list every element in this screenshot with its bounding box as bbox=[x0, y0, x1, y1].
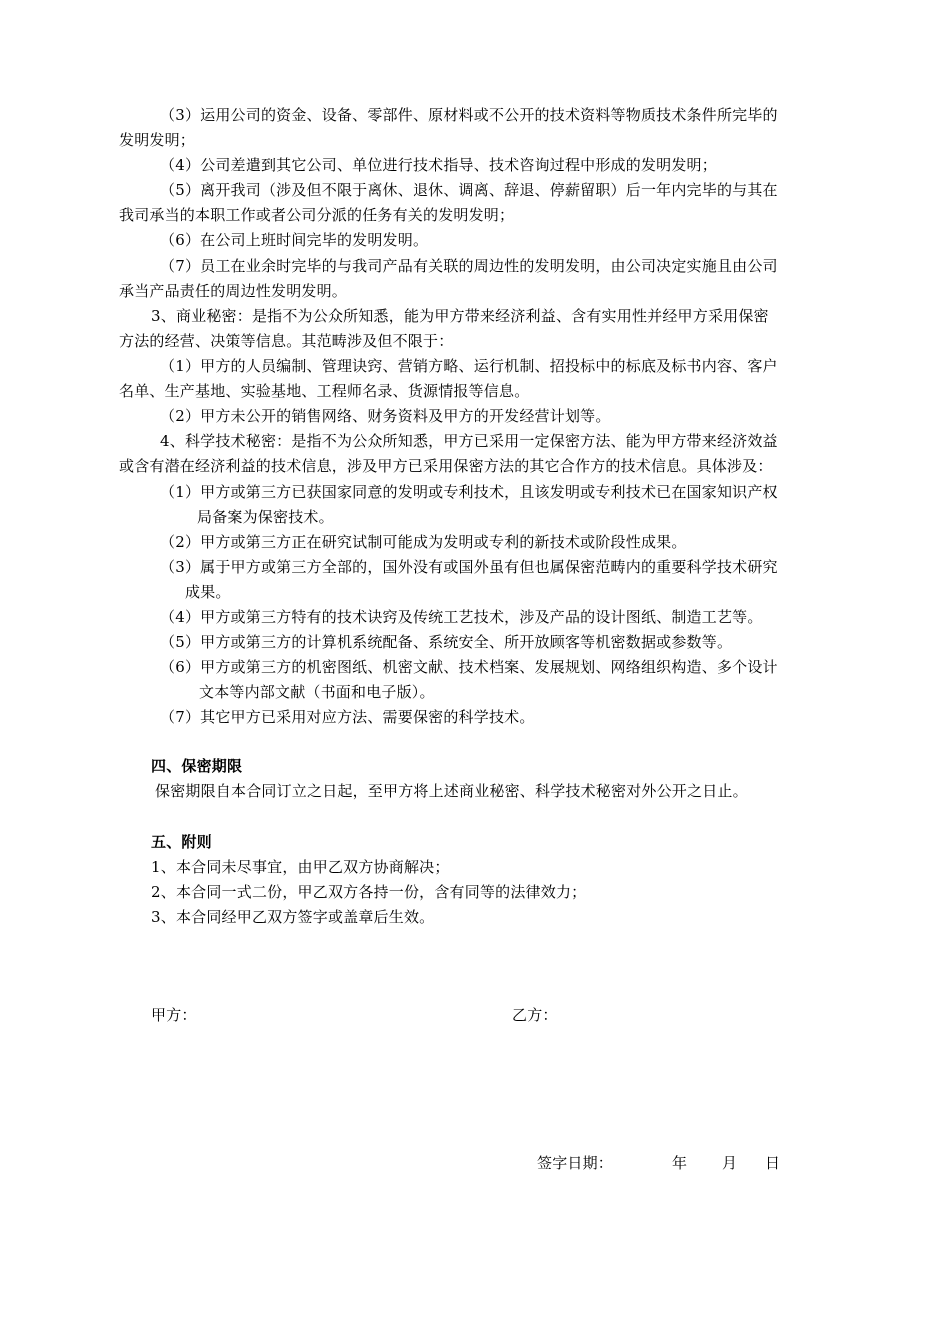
date-month-label: 月 bbox=[722, 1154, 738, 1172]
appendix-item-2: 2、本合同一式二份，甲乙双方各持一份，含有同等的法律效力； bbox=[151, 883, 587, 901]
section-4-body: 保密期限自本合同订立之日起，至甲方将上述商业秘密、科学技术秘密对外公开之日止。 bbox=[155, 782, 748, 800]
section-5-heading: 五、附则 bbox=[151, 833, 212, 851]
invention-item-7-line1: （7）员工在业余时完毕的与我司产品有关联的周边性的发明发明，由公司决定实施且由公司 bbox=[160, 257, 778, 275]
signing-date-label: 签字日期： bbox=[537, 1154, 614, 1172]
trade-secret-item-2: （2）甲方未公开的销售网络、财务资料及甲方的开发经营计划等。 bbox=[160, 407, 611, 425]
tech-secret-item-5: （5）甲方或第三方的计算机系统配备、系统安全、所开放顾客等机密数据或参数等。 bbox=[160, 633, 733, 651]
trade-secret-item-1-line1: （1）甲方的人员编制、管理诀窍、营销方略、运行机制、招投标中的标底及标书内容、客户 bbox=[160, 357, 778, 375]
date-year-label: 年 bbox=[672, 1154, 688, 1172]
trade-secret-definition-line1: 3、商业秘密：是指不为公众所知悉，能为甲方带来经济利益、含有实用性并经甲方采用保密 bbox=[151, 307, 769, 325]
invention-item-4: （4）公司差遣到其它公司、单位进行技术指导、技术咨询过程中形成的发明发明； bbox=[160, 156, 717, 174]
tech-secret-item-6-line2: 文本等内部文献（书面和电子版）。 bbox=[199, 683, 435, 701]
tech-secret-item-3-line1: （3）属于甲方或第三方全部的，国外没有或国外虽有但也属保密范畴内的重要科学技术研究 bbox=[160, 558, 778, 576]
appendix-item-1: 1、本合同未尽事宜，由甲乙双方协商解决； bbox=[151, 858, 450, 876]
trade-secret-item-1-line2: 名单、生产基地、实验基地、工程师名录、货源情报等信息。 bbox=[119, 382, 530, 400]
party-b-label: 乙方： bbox=[512, 1006, 558, 1024]
tech-secret-item-6-line1: （6）甲方或第三方的机密图纸、机密文献、技术档案、发展规划、网络组织构造、多个设计 bbox=[160, 658, 778, 676]
invention-item-5-line1: （5）离开我司（涉及但不限于离休、退休、调离、辞退、停薪留职）后一年内完毕的与其在 bbox=[160, 181, 778, 199]
party-a-label: 甲方： bbox=[151, 1006, 197, 1024]
tech-secret-definition-line1: 4、科学技术秘密：是指不为公众所知悉，甲方已采用一定保密方法、能为甲方带来经济效益 bbox=[160, 432, 778, 450]
invention-item-3-line1: （3）运用公司的资金、设备、零部件、原材料或不公开的技术资料等物质技术条件所完毕的 bbox=[160, 106, 778, 124]
date-day-label: 日 bbox=[765, 1154, 781, 1172]
tech-secret-item-1-line1: （1）甲方或第三方已获国家同意的发明或专利技术，且该发明或专利技术已在国家知识产权 bbox=[160, 483, 778, 501]
tech-secret-item-1-line2: 局备案为保密技术。 bbox=[197, 508, 334, 526]
tech-secret-item-7: （7）其它甲方已采用对应方法、需要保密的科学技术。 bbox=[160, 708, 535, 726]
tech-secret-definition-line2: 或含有潜在经济利益的技术信息，涉及甲方已采用保密方法的其它合作方的技术信息。具体涉及： bbox=[119, 457, 773, 475]
invention-item-7-line2: 承当产品责任的周边性发明发明。 bbox=[119, 282, 348, 300]
invention-item-3-line2: 发明发明； bbox=[119, 131, 196, 149]
invention-item-5-line2: 我司承当的本职工作或者公司分派的任务有关的发明发明； bbox=[119, 206, 515, 224]
tech-secret-item-2: （2）甲方或第三方正在研究试制可能成为发明或专利的新技术或阶段性成果。 bbox=[160, 533, 687, 551]
section-4-heading: 四、保密期限 bbox=[151, 757, 243, 775]
invention-item-6: （6）在公司上班时间完毕的发明发明。 bbox=[160, 231, 429, 249]
appendix-item-3: 3、本合同经甲乙双方签字或盖章后生效。 bbox=[151, 908, 435, 926]
tech-secret-item-4: （4）甲方或第三方特有的技术诀窍及传统工艺技术，涉及产品的设计图纸、制造工艺等。 bbox=[160, 608, 763, 626]
tech-secret-item-3-line2: 成果。 bbox=[185, 583, 231, 601]
trade-secret-definition-line2: 方法的经营、决策等信息。其范畴涉及但不限于： bbox=[119, 332, 454, 350]
